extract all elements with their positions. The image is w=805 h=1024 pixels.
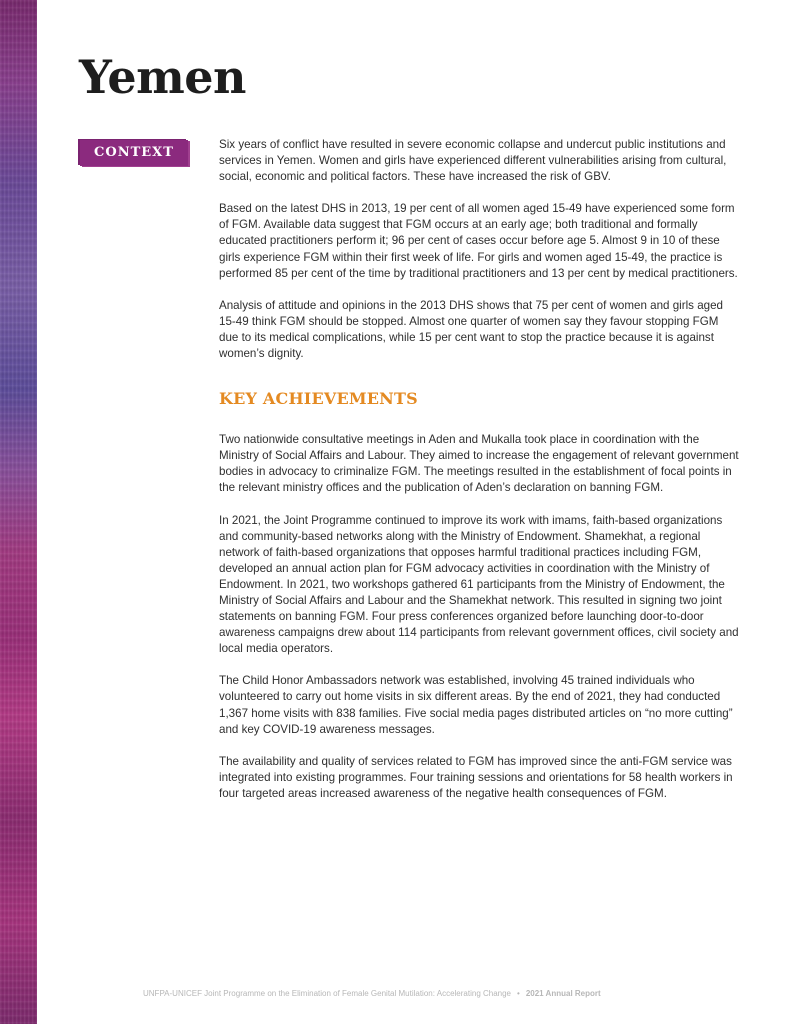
page-footer bbox=[143, 988, 703, 1000]
context-paragraph: Six years of conflict have resulted in severe economic collapse and undercut public institutions and services in Yemen. Women and girls have experienced different vulnerabilities arising from cultural, social, economic and political factors. These have increased the risk of GBV. bbox=[219, 138, 727, 184]
key-achievements-heading: KEY ACHIEVEMENTS bbox=[219, 389, 418, 409]
context-paragraph: Based on the latest DHS in 2013, 19 per cent of all women aged 15-49 have experienced some form of FGM. Available data suggest that FGM occurs at an early age; both traditional and formally educated practitioners perform it; 96 per cent of cases occur before age 5. Almost 9 in 10 of these girls experience FGM within their first week of life. For girls and women aged 15-49, the practice is performed 85 per cent of the time by traditional practitioners and 13 per cent by medical practitioners. bbox=[219, 202, 738, 280]
footer-report-name: 2021 Annual Report bbox=[525, 989, 601, 998]
footer-separator: • bbox=[517, 989, 520, 998]
achievement-paragraph: The availability and quality of services related to FGM has improved since the anti-FGM service was integrated into existing programmes. Four training sessions and orientations for 58 health workers in four targeted areas increased awareness of the negative health consequences of FGM. bbox=[219, 754, 733, 800]
page-title: Yemen bbox=[79, 50, 246, 104]
achievements-section bbox=[219, 389, 739, 802]
decorative-side-strip bbox=[0, 0, 37, 1024]
footer-programme-name: UNFPA-UNICEF Joint Programme on the Elimination of Female Genital Mutilation: Accelerating Change bbox=[143, 989, 512, 998]
main-content bbox=[219, 137, 739, 818]
context-section bbox=[219, 137, 739, 362]
achievement-paragraph: The Child Honor Ambassadors network was established, involving 45 trained individuals who volunteered to carry out home visits in six different areas. By the end of 2021, they had conducted 1,367 home visits with 838 families. Five social media pages distributed articles on “no more cutting” and key COVID-19 awareness messages. bbox=[219, 674, 733, 736]
achievement-paragraph: In 2021, the Joint Programme continued to improve its work with imams, faith-based organizations and community-based networks along with the Ministry of Endowment. Shamekhat, a regional network of faith-based organizations that opposes harmful traditional practices including FGM, developed an annual action plan for FGM advocacy activities in coordination with the Ministry of Endowment. In 2021, two workshops gathered 61 participants from the Ministry of Endowment, the Ministry of Social Affairs and Labour and the Shamekhat network. This resulted in signing two joint statements on banning FGM. Four press conferences organized before launching door-to-door awareness campaigns drew about 114 participants from relevant government offices, civil society and local media operators. bbox=[219, 513, 739, 656]
context-label-badge: CONTEXT bbox=[80, 140, 188, 166]
context-paragraph: Analysis of attitude and opinions in the 2013 DHS shows that 75 per cent of women and girls aged 15-49 think FGM should be stopped. Almost one quarter of women say they favour stopping FGM due to its medical complications, while 15 per cent want to stop the practice because it is against women’s dignity. bbox=[219, 298, 723, 361]
achievement-paragraph: Two nationwide consultative meetings in Aden and Mukalla took place in coordination with the Ministry of Social Affairs and Labour. They aimed to increase the engagement of relevant government bodies in advocacy to criminalize FGM. The meetings resulted in the establishment of focal points in the relevant ministry offices and the publication of Aden’s declaration on banning FGM. bbox=[219, 433, 739, 495]
